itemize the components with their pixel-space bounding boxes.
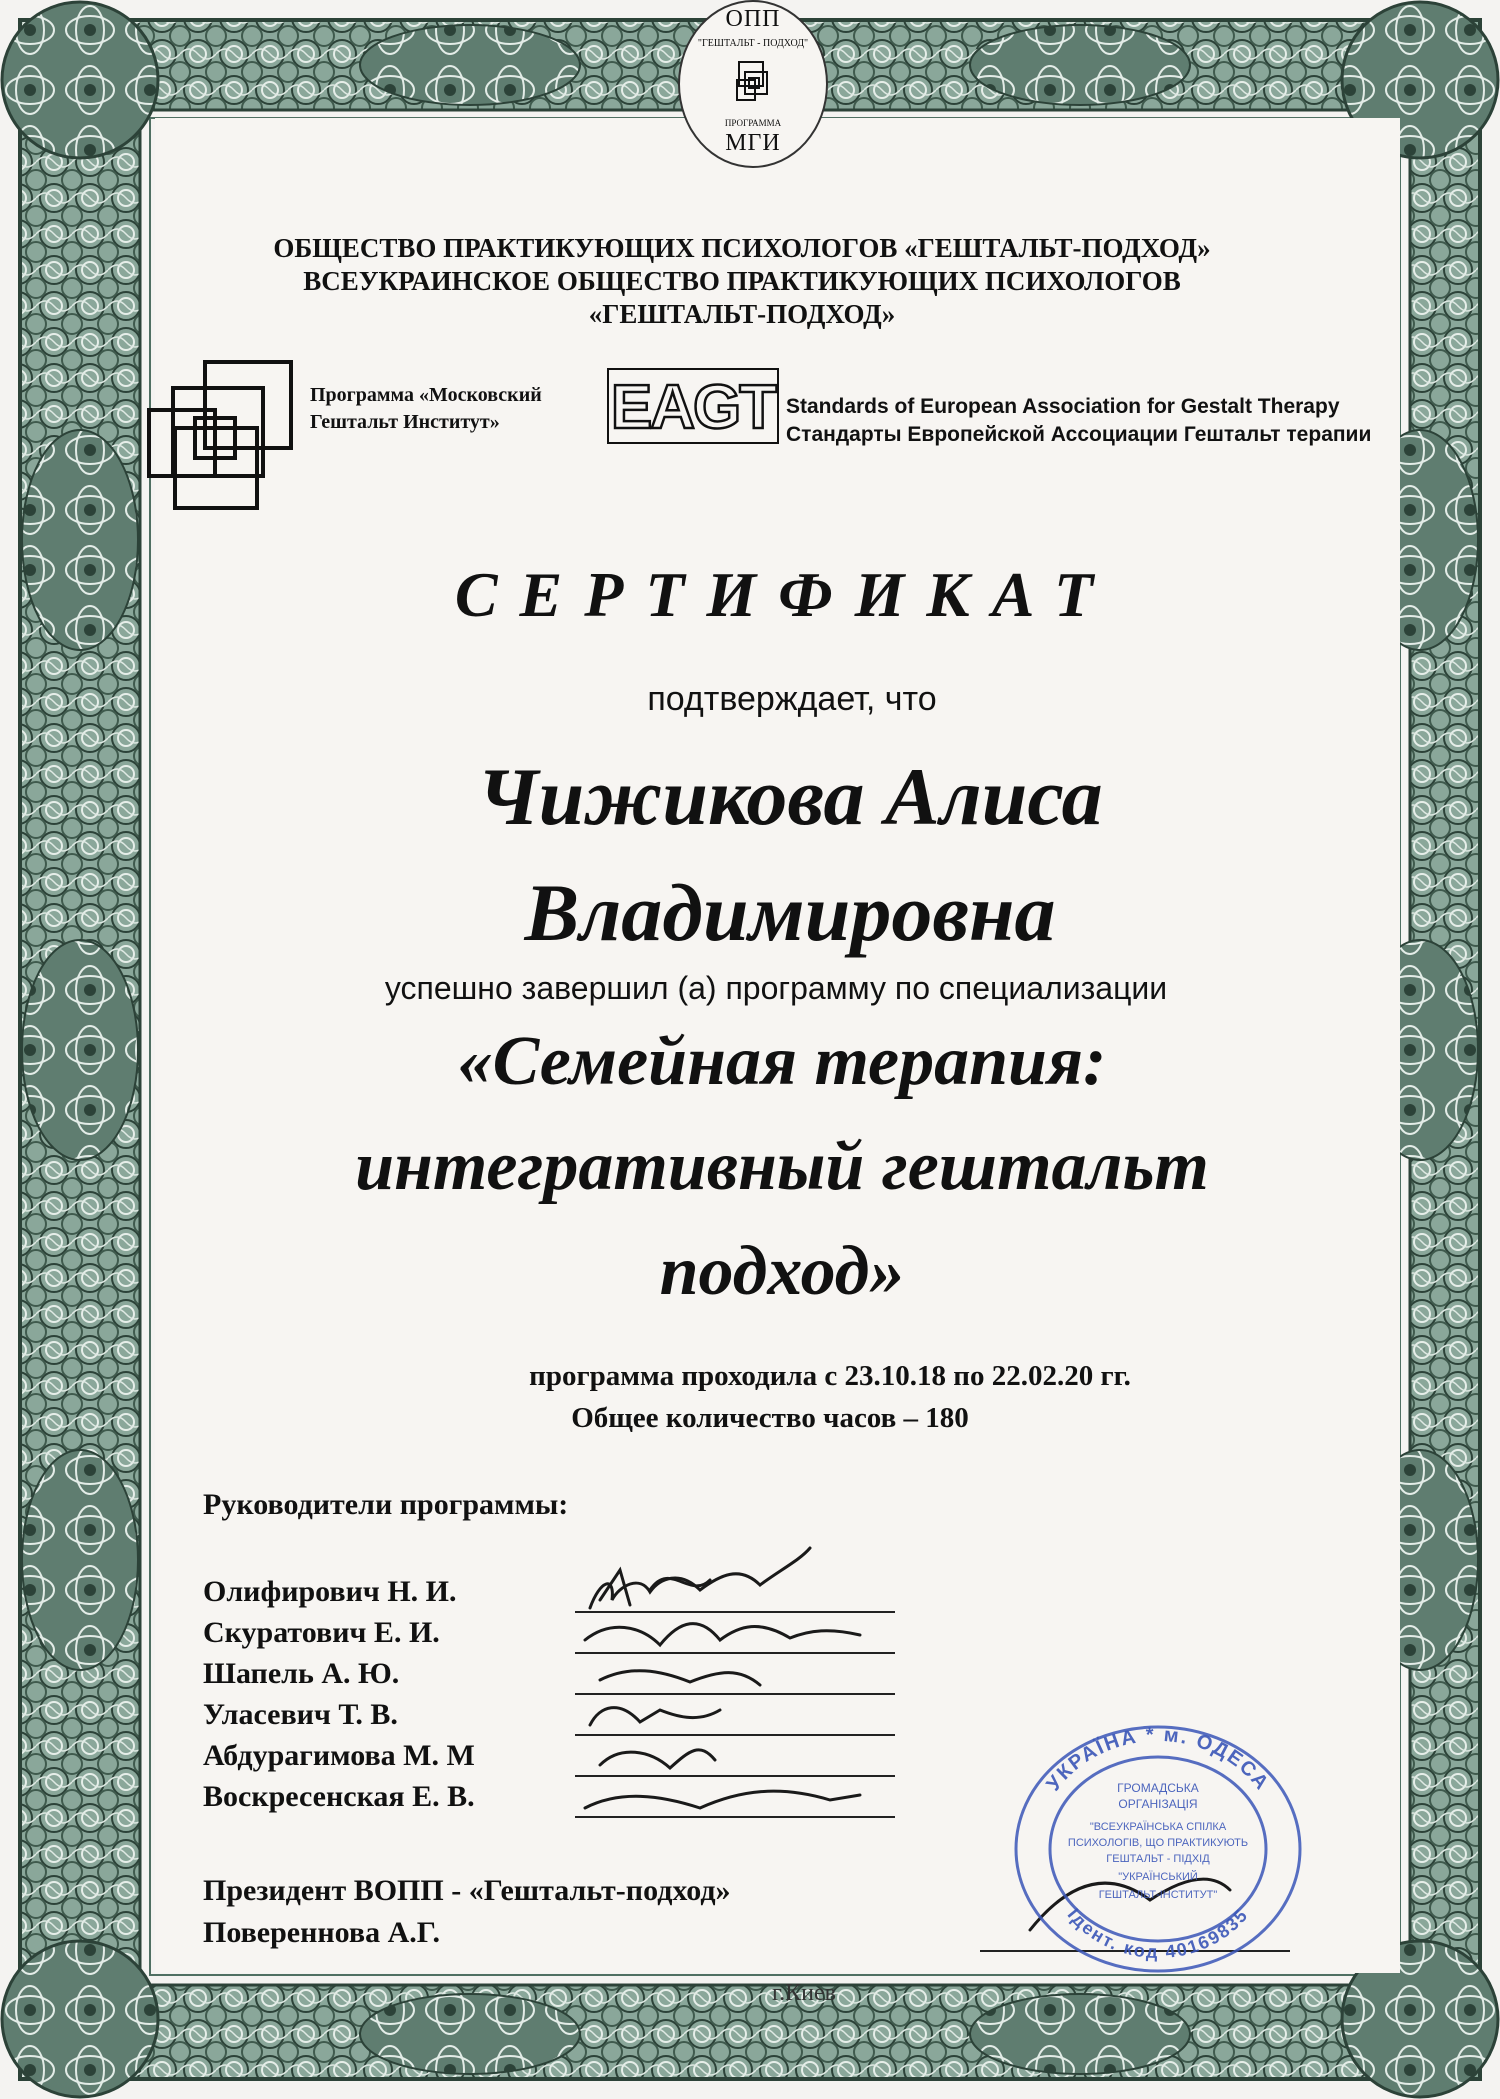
- organization-line-2: ВСЕУКРАИНСКОЕ ОБЩЕСТВО ПРАКТИКУЮЩИХ ПСИХОЛОГОВ: [303, 266, 1181, 296]
- top-seal-line3: ПРОГРАММА: [724, 118, 782, 128]
- president-title: Президент ВОПП - «Гештальт-подход»: [203, 1874, 731, 1907]
- top-seal-line2: "ГЕШТАЛЬТ - ПОДХОД": [697, 38, 809, 49]
- president-block: [203, 1870, 731, 1954]
- eagt-standards-ru: Стандарты Европейской Ассоциации Гештальт терапии: [786, 423, 1372, 446]
- svg-text:ПСИХОЛОГІВ, ЩО ПРАКТИКУЮТЬ: ПСИХОЛОГІВ, ЩО ПРАКТИКУЮТЬ: [1067, 1837, 1249, 1849]
- recipient-name-line-2: Владимировна: [524, 867, 1056, 958]
- mgi-program-line-2: Гештальт Институт»: [310, 411, 500, 433]
- leader-name: Воскресенская Е. В.: [203, 1780, 475, 1813]
- mgi-program-line-1: Программа «Московский: [310, 384, 542, 406]
- svg-text:УКРАЇНА * м. ОДЕСА: УКРАЇНА * м. ОДЕСА: [1042, 1723, 1274, 1796]
- svg-text:ОРГАНІЗАЦІЯ: ОРГАНІЗАЦІЯ: [1118, 1797, 1198, 1811]
- president-name: Поверeннова А.Г.: [203, 1916, 440, 1949]
- leader-name: Шапель А. Ю.: [203, 1657, 400, 1690]
- leader-name: Олифирович Н. И.: [203, 1575, 457, 1608]
- eagt-standards-en: Standards of European Association for Gestalt Therapy: [786, 395, 1340, 418]
- top-seal-line4: МГИ: [725, 130, 781, 156]
- organization-line-3: «ГЕШТАЛЬТ-ПОДХОД»: [588, 299, 896, 329]
- leaders-title: Руководители программы:: [203, 1488, 569, 1521]
- leader-name: Абдурагимова М. М: [203, 1739, 475, 1772]
- official-stamp: [1008, 1720, 1308, 1978]
- svg-text:"ВСЕУКРАЇНСЬКА СПІЛКА: "ВСЕУКРАЇНСЬКА СПІЛКА: [1089, 1821, 1227, 1833]
- svg-text:ГРОМАДСЬКА: ГРОМАДСЬКА: [1117, 1781, 1199, 1795]
- program-hours: Общее количество часов – 180: [571, 1402, 969, 1434]
- confirms-text: подтверждает, что: [647, 680, 937, 718]
- program-dates: программа проходила с 23.10.18 по 22.02.20 гг.: [529, 1360, 1131, 1392]
- svg-text:ГЕШТАЛЬТ - ПІДХІД: ГЕШТАЛЬТ - ПІДХІД: [1106, 1853, 1210, 1865]
- program-name-line-1: «Семейная терапия:: [457, 1023, 1107, 1100]
- svg-text:ГЕШТАЛЬТ-ІНСТИТУТ": ГЕШТАЛЬТ-ІНСТИТУТ": [1098, 1889, 1218, 1901]
- svg-text:"УКРАЇНСЬКИЙ: "УКРАЇНСЬКИЙ: [1118, 1871, 1198, 1883]
- completed-text: успешно завершил (а) программу по специализации: [384, 970, 1168, 1006]
- program-name-line-3: подход»: [659, 1233, 905, 1310]
- svg-text:Ідент. код 40169835: Ідент. код 40169835: [1063, 1904, 1253, 1963]
- svg-text:EAGT: EAGT: [610, 373, 776, 442]
- recipient-name-line-1: Чижикова Алиса: [477, 751, 1103, 842]
- leader-name: Скуратович Е. И.: [203, 1616, 440, 1649]
- organization-line-1: ОБЩЕСТВО ПРАКТИКУЮЩИХ ПСИХОЛОГОВ «ГЕШТАЛЬТ-ПОДХОД»: [273, 233, 1211, 263]
- leader-name: Уласевич Т. В.: [203, 1698, 398, 1731]
- program-name-line-2: интегративный гештальт: [355, 1128, 1209, 1205]
- city-label: г.Киев: [772, 1980, 836, 2006]
- top-seal-line1: ОПП: [725, 6, 781, 32]
- certificate-title: СЕРТИФИКАТ: [454, 559, 1116, 630]
